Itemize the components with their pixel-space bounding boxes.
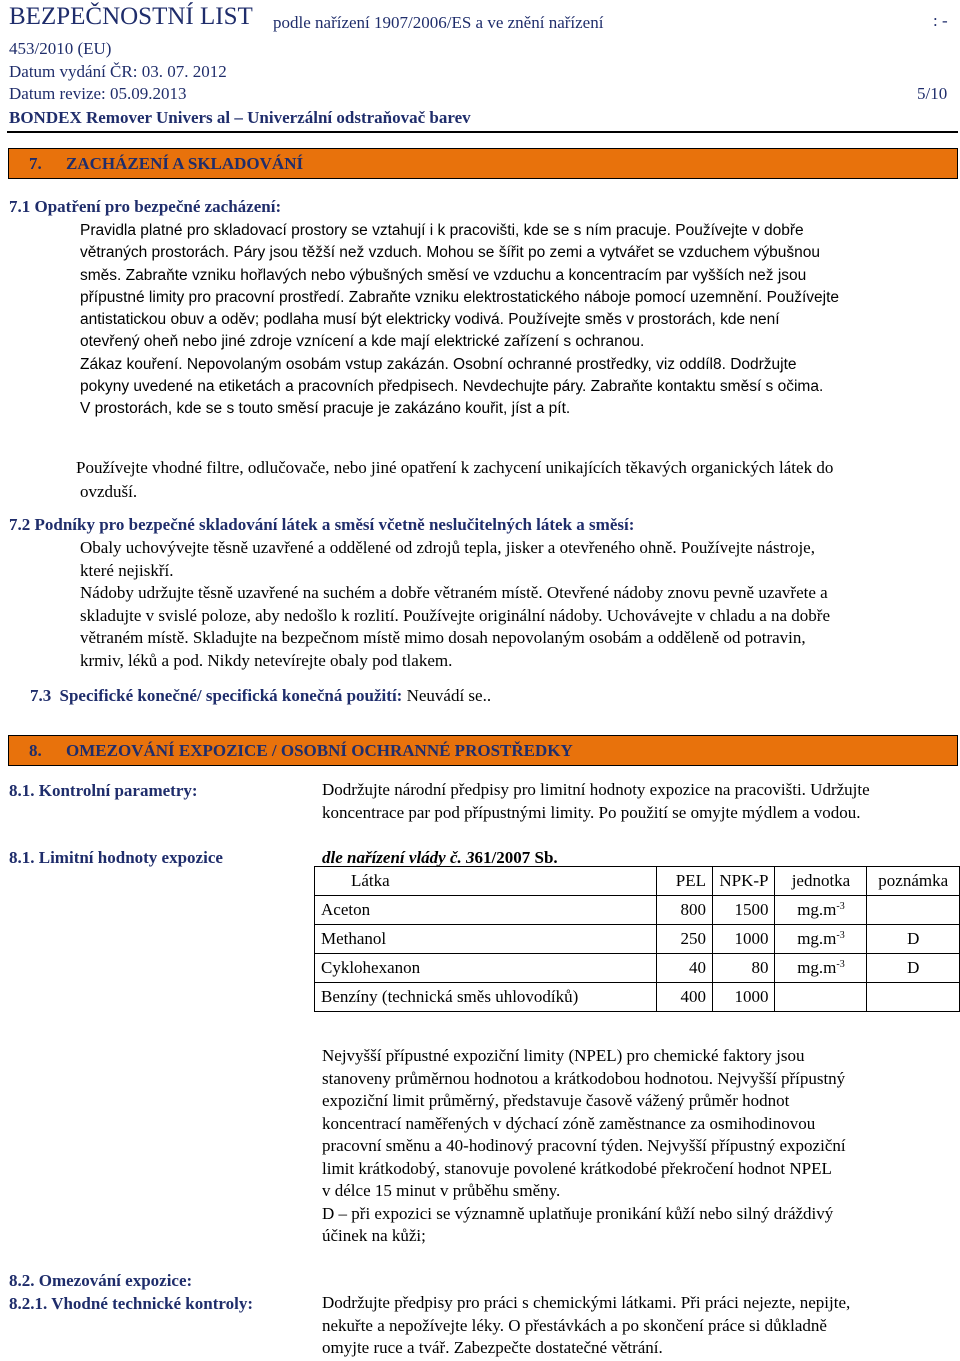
cell-substance: Cyklohexanon: [315, 954, 657, 983]
section-8-2-1-label: 8.2.1. Vhodné technické kontroly:: [9, 1294, 254, 1313]
text-line: krmiv, léků a pod. Nikdy netevírejte obaly pod tlakem.: [80, 650, 453, 670]
text-line: přípustné limity pro pracovní prostředí. Zabraňte vzniku elektrostatického náboje pomocí uzemnění. Používejte: [80, 288, 840, 306]
issue-date: Datum vydání ČR: 03. 07. 2012: [9, 62, 227, 81]
text-line: pokyny uvedené na etiketách a pracovních předpisech. Nevdechujte páry. Zabraňte kontaktu směsí s očima.: [80, 378, 824, 396]
cell-note: [867, 983, 960, 1012]
table-header-row: [315, 867, 960, 896]
text-line: Nádoby udržujte těsně uzavřené na suchém a dobře větraném místě. Otevřené nádoby znovu pevně uzavřete a: [80, 583, 828, 602]
text-line: skladujte v svislé poloze, aby nedošlo k rozlití. Používejte originální nádoby. Uchovávejte v chladu a na dobře: [80, 605, 831, 625]
cell-npk: 1000: [712, 925, 775, 954]
cell-substance: Aceton: [315, 896, 657, 925]
revision-date: Datum revize: 05.09.2013: [9, 84, 187, 103]
unit-exponent: -3: [836, 930, 845, 941]
section-7-2-text: [80, 537, 830, 672]
table-row: [315, 954, 960, 983]
unit-text: mg.m: [797, 900, 837, 919]
table-row: [315, 925, 960, 954]
col-header-pel: PEL: [656, 867, 712, 896]
section-8-title: OMEZOVÁNÍ EXPOZICE / OSOBNÍ OCHRANNÉ PROSTŘEDKY: [66, 741, 573, 760]
table-row: [315, 983, 960, 1012]
cell-pel: 400: [656, 983, 712, 1012]
section-8-1-limits-label: 8.1. Limitní hodnoty expozice: [9, 848, 223, 867]
text-line: expoziční limit průměrný, představuje časově vážený průměr hodnot: [322, 1091, 790, 1110]
text-line: větraných prostorách. Páry jsou těžší než vzduch. Mohou se šířit po zemi a vytvářet se vzduchem výbušnou: [80, 244, 821, 262]
col-header-note: poznámka: [867, 867, 960, 896]
regulation-reference-italic: dle nařízení vlády č. 3: [322, 848, 475, 867]
section-7-number: 7.: [29, 154, 42, 173]
cell-substance: Methanol: [315, 925, 657, 954]
text-line: pracovní směnu a 40-hodinový pracovní týden. Nejvyšší přípustný expoziční: [322, 1136, 846, 1155]
section-8-1-text: [322, 778, 870, 824]
regulation-reference-rest: 61/2007 Sb.: [474, 848, 558, 867]
cell-pel: 250: [656, 925, 712, 954]
text-line: Dodržujte národní předpisy pro limitní hodnoty expozice na pracovišti. Udržujte: [322, 780, 870, 799]
text-line: Nejvyšší přípustné expoziční limity (NPEL) pro chemické faktory jsou: [322, 1046, 805, 1065]
text-line: antistatickou obuv a oděv; podlaha musí být elektricky vodivá. Používejte směs v prostorách, kde není: [80, 311, 780, 329]
header-corner-mark: : -: [933, 11, 948, 30]
text-line: které nejiskří.: [80, 560, 174, 580]
text-line: Pravidla platné pro skladovací prostory se vztahují i k pracovišti, kde se s ním pracuje. Používejte v dobře: [80, 222, 804, 239]
unit-exponent: -3: [836, 901, 845, 912]
section-7-1-text: [80, 220, 839, 421]
section-7-3-number: 7.3: [30, 686, 52, 705]
header-divider: [7, 131, 958, 133]
col-header-substance: Látka: [315, 867, 657, 896]
table-row: [315, 896, 960, 925]
text-line: Používejte vhodné filtre, odlučovače, nebo jiné opatření k zachycení unikajících těkavých organických látek do: [76, 458, 834, 477]
cell-unit: [775, 925, 867, 954]
text-line: V prostorách, kde se s touto směsí pracuje je zakázáno kouřit, jíst a pít.: [80, 400, 571, 418]
unit-exponent: -3: [836, 959, 845, 970]
text-line: omyjte ruce a tvář. Zabezpečte dostatečné větrání.: [322, 1338, 663, 1357]
unit-text: mg.m: [797, 958, 837, 977]
text-line: v délce 15 minut v průběhu směny.: [322, 1181, 561, 1200]
text-line: koncentrací naměřených v dýchací zóně zaměstnance za osmihodinovou: [322, 1113, 816, 1133]
section-8-heading: [8, 735, 958, 766]
text-line: účinek na kůži;: [322, 1226, 426, 1245]
section-7-3-value: Neuvádí se..: [406, 686, 492, 705]
cell-pel: 40: [656, 954, 712, 983]
section-7-1-title: 7.1 Opatření pro bezpečné zacházení:: [9, 197, 282, 216]
section-8-2-1-text: [322, 1292, 850, 1360]
product-name: BONDEX Remover Univers al – Univerzální odstraňovač barev: [9, 108, 471, 127]
section-7-3-title: Specifické konečné/ specifická konečná použití:: [59, 686, 403, 705]
exposure-limits-table: [314, 866, 960, 1012]
cell-unit: [775, 954, 867, 983]
cell-unit: [775, 983, 867, 1012]
cell-note: [867, 896, 960, 925]
cell-pel: 800: [656, 896, 712, 925]
cell-note: D: [867, 954, 960, 983]
page-number: 5/10: [917, 84, 948, 103]
text-line: Dodržujte předpisy pro práci s chemickými látkami. Při práci nejezte, nepijte,: [322, 1293, 851, 1312]
section-8-2-label: 8.2. Omezování expozice:: [9, 1271, 193, 1290]
text-line: Zákaz kouření. Nepovolaným osobám vstup zakázán. Osobní ochranné prostředky, viz oddíl8. Dodržujte: [80, 355, 797, 373]
cell-npk: 1000: [712, 983, 775, 1012]
document-title: BEZPEČNOSTNÍ LIST: [9, 3, 253, 30]
text-line: nekuřte a nepožívejte léky. O přestávkách a po skončení práce si důkladně: [322, 1315, 827, 1335]
text-line: Obaly uchovývejte těsně uzavřené a oddělené od zdrojů tepla, jisker a otevřeného ohně. Používejte nástroje,: [80, 538, 815, 557]
text-line: otevřený oheň nebo jiné zdroje vznícení a kde mají elektrické zařízení s ochranou.: [80, 333, 645, 351]
col-header-unit: jednotka: [775, 867, 867, 896]
unit-text: mg.m: [797, 929, 837, 948]
section-7-2-title: 7.2 Podníky pro bezpečné skladování látek a směsí včetně neslučitelných látek a směsí:: [9, 515, 635, 534]
col-header-npk: NPK-P: [712, 867, 775, 896]
cell-substance: Benzíny (technická směs uhlovodíků): [315, 983, 657, 1012]
section-7-3: [30, 685, 491, 707]
text-line: větraném místě. Skladujte na bezpečnom místě mimo dosah nepovolaným osobám a odděleně od potravin,: [80, 628, 806, 647]
regulation-text: podle nařízení 1907/2006/ES a ve znění nařízení: [273, 13, 604, 32]
text-line: ovzduší.: [80, 482, 138, 501]
filter-text: [76, 456, 833, 504]
text-line: limit krátkodobý, stanovuje povolené krátkodobé překročení hodnot NPEL: [322, 1158, 832, 1178]
cell-npk: 1500: [712, 896, 775, 925]
text-line: koncentrace par pod přípustnými limity. Po použití se omyjte mýdlem a vodou.: [322, 803, 861, 822]
cell-note: D: [867, 925, 960, 954]
regulation-text-2: 453/2010 (EU): [9, 39, 112, 58]
section-8-number: 8.: [29, 741, 42, 760]
text-line: stanoveny průměrnou hodnotou a krátkodobou hodnotou. Nejvyšší přípustný: [322, 1068, 846, 1088]
section-7-heading: [8, 148, 958, 179]
section-7-title: ZACHÁZENÍ A SKLADOVÁNÍ: [66, 154, 304, 173]
npel-explanation: [322, 1045, 846, 1248]
cell-npk: 80: [712, 954, 775, 983]
cell-unit: [775, 896, 867, 925]
section-8-1-label: 8.1. Kontrolní parametry:: [9, 781, 198, 800]
text-line: D – při expozici se významně uplatňuje pronikání kůží nebo silný dráždivý: [322, 1203, 834, 1223]
text-line: směs. Zabraňte vzniku hořlavých nebo výbušných směsí ve vzduchu a koncentracím par vyšších než jsou: [80, 266, 807, 284]
